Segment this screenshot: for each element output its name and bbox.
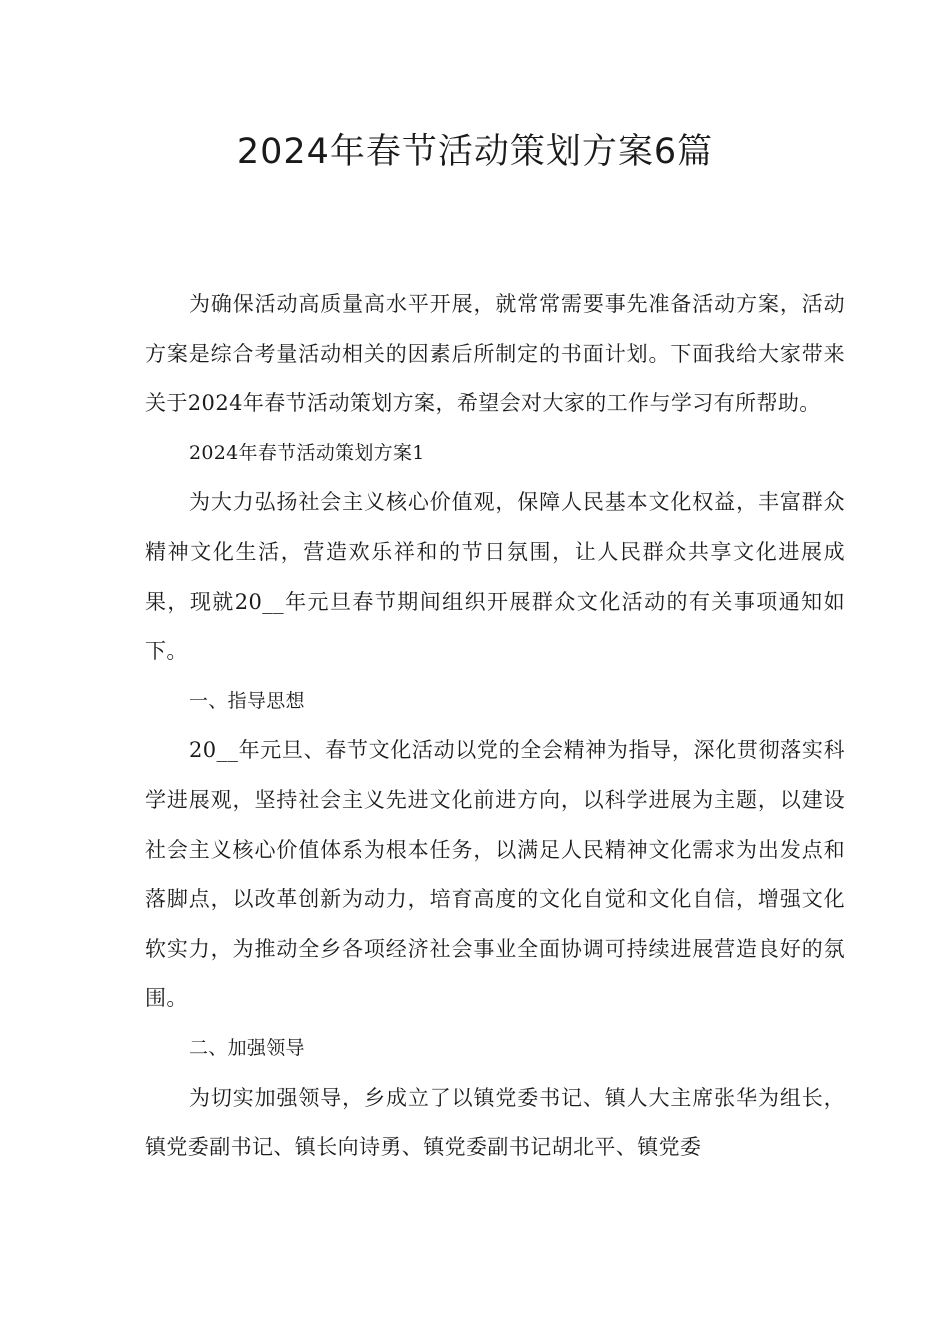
guiding-ideology-paragraph: 20__年元旦、春节文化活动以党的全会精神为指导，深化贯彻落实科学进展观，坚持社会主义先进文化前进方向，以科学进展为主题，以建设社会主义核心价值体系为根本任务，以满足人民精神文化需求为出发点和落脚点，以改革创新为动力，培育高度的文化自觉和文化自信，增强文化软实力，为推动全乡各项经济社会事业全面协调可持续进展营造良好的氛围。 <box>145 738 845 1011</box>
leadership-paragraph: 为切实加强领导，乡成立了以镇党委书记、镇人大主席张华为组长，镇党委副书记、镇长向诗勇、镇党委副书记胡北平、镇党委 <box>145 1085 845 1160</box>
section-heading-leadership: 二、加强领导 <box>189 1036 305 1059</box>
intro-paragraph: 为确保活动高质量高水平开展，就常常需要事先准备活动方案，活动方案是综合考量活动相关的因素后所制定的书面计划。下面我给大家带来关于2024年春节活动策划方案，希望会对大家的工作与学习有所帮助。 <box>145 292 845 416</box>
section-heading-plan-1: 2024年春节活动策划方案1 <box>189 441 425 464</box>
section-heading-guiding-ideology: 一、指导思想 <box>189 689 305 712</box>
plan-1-intro-paragraph: 为大力弘扬社会主义核心价值观，保障人民基本文化权益，丰富群众精神文化生活，营造欢乐祥和的节日氛围，让人民群众共享文化进展成果，现就20__年元旦春节期间组织开展群众文化活动的有关事项通知如下。 <box>145 490 845 664</box>
document-title: 2024年春节活动策划方案6篇 <box>236 132 714 172</box>
document-body <box>145 280 845 1173</box>
